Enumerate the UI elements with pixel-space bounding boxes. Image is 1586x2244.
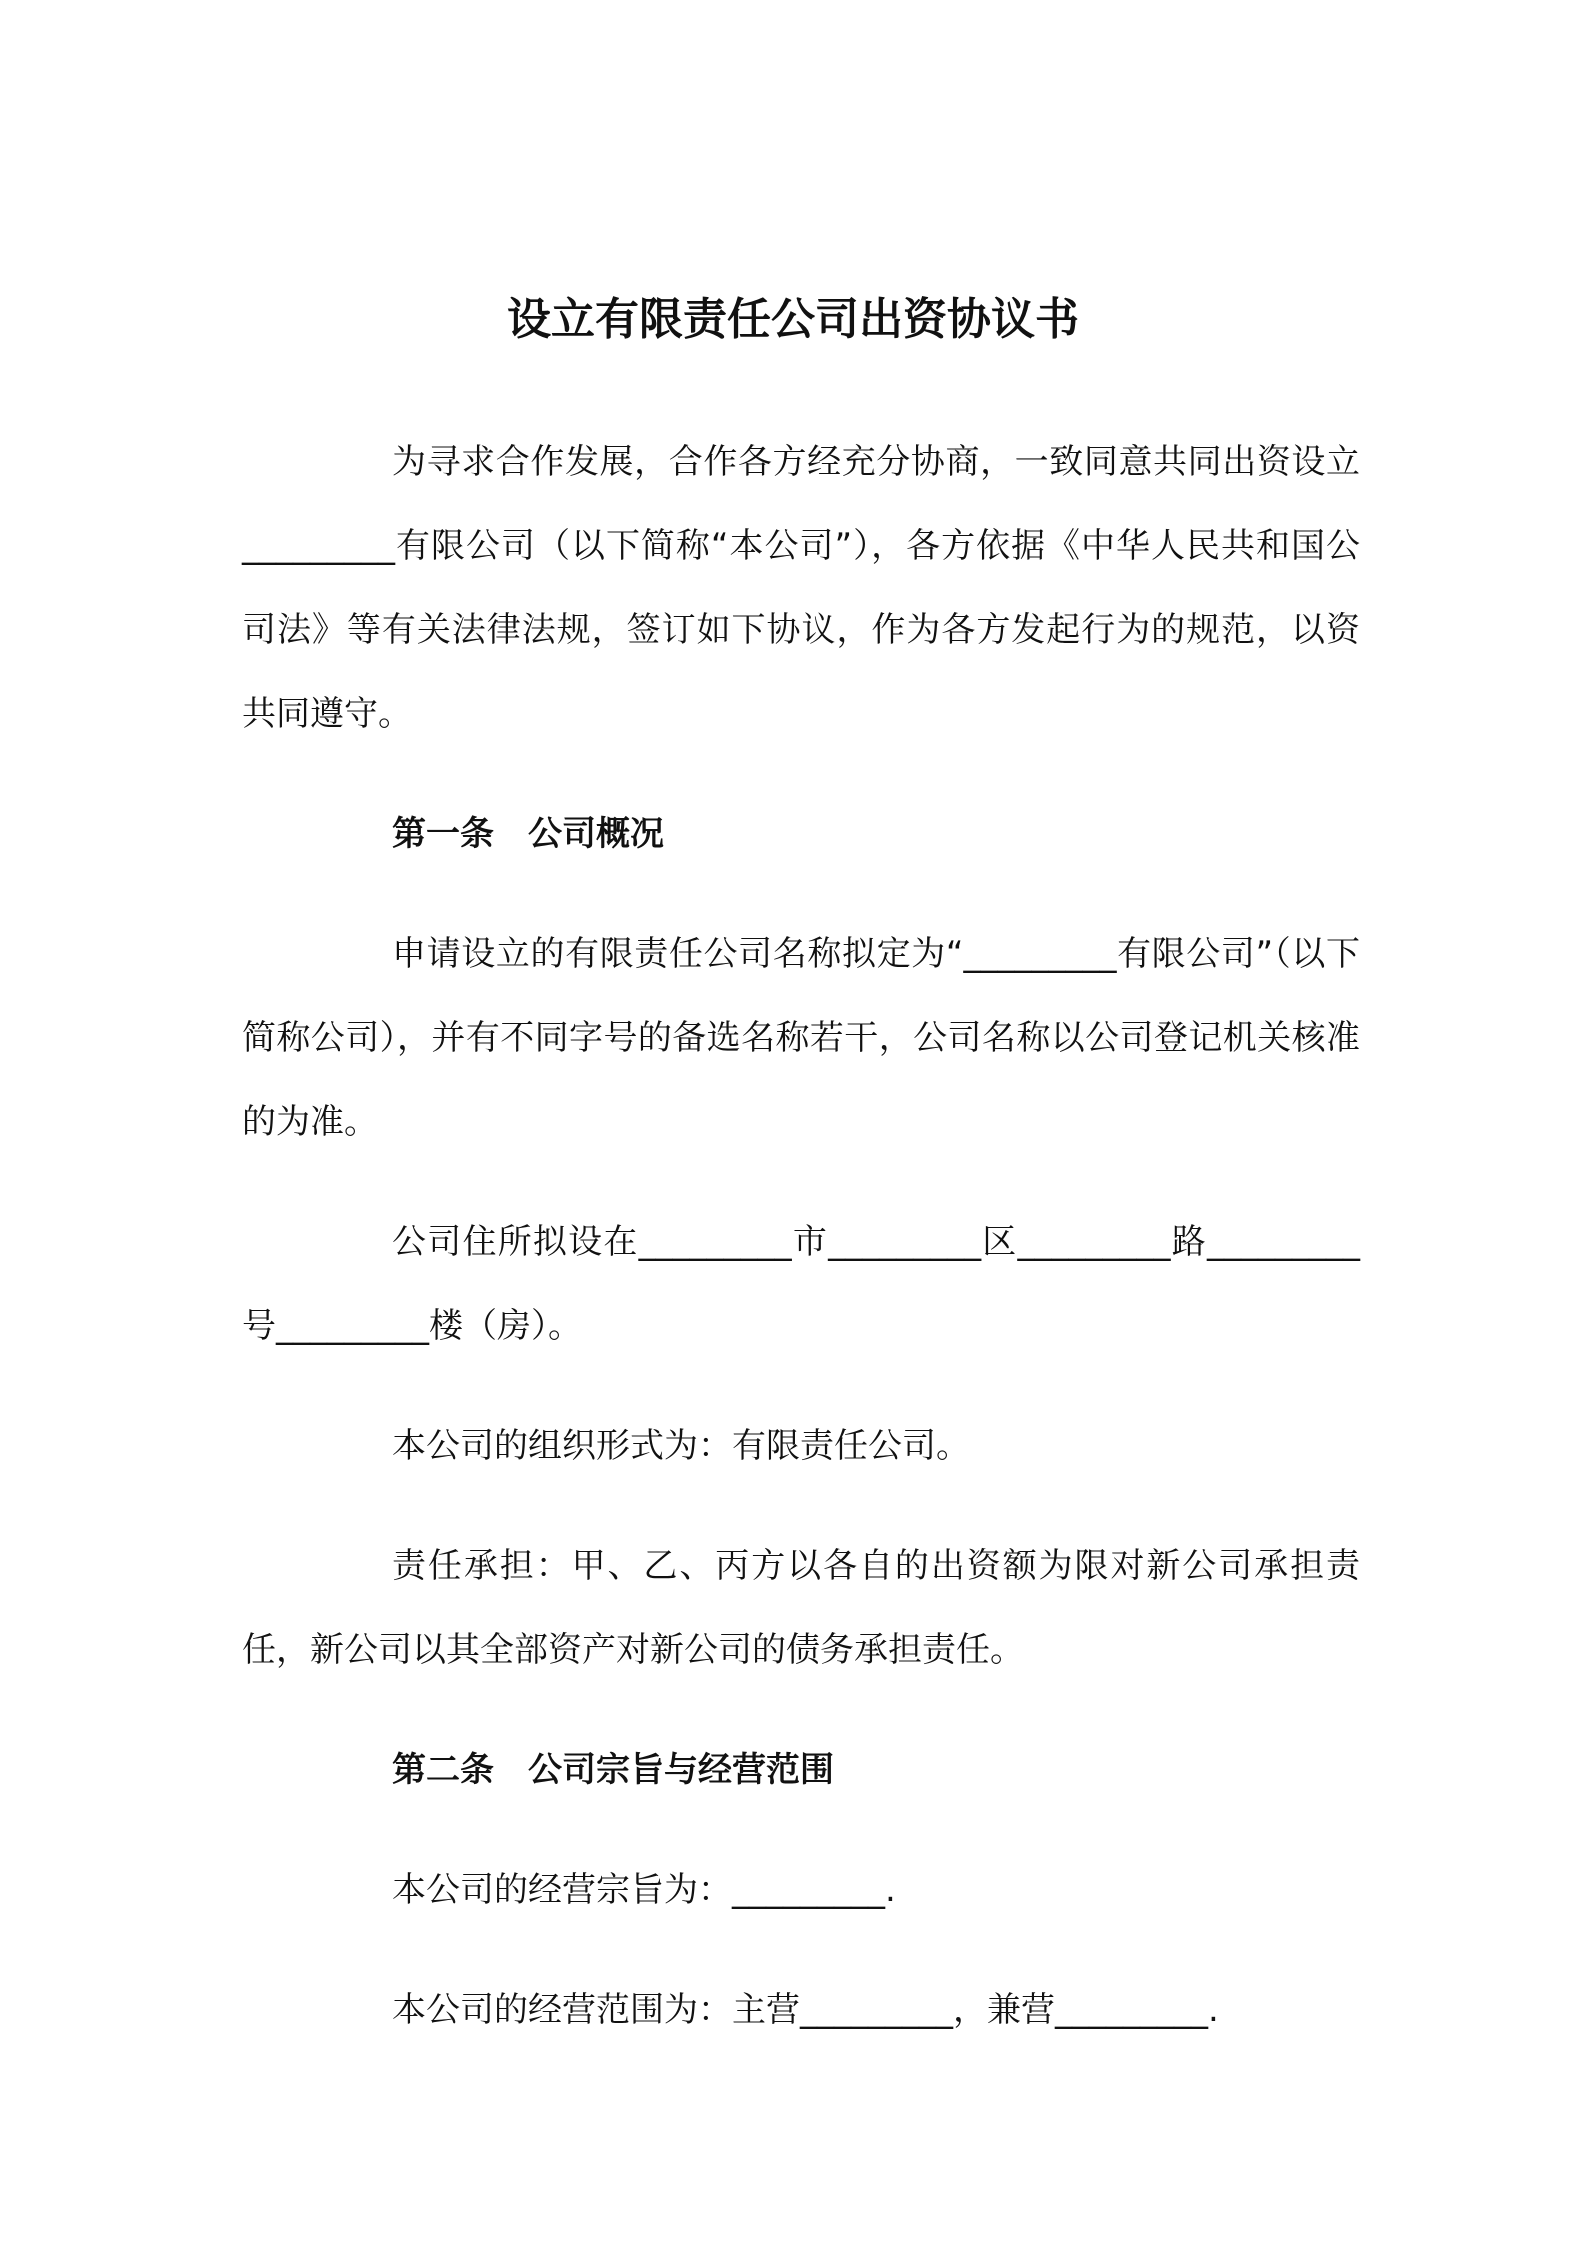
article-1-heading: 第一条 公司概况 — [392, 814, 664, 854]
document-body — [242, 420, 1360, 2052]
article-1-paragraph-1: 申请设立的有限责任公司名称拟定为“_________有限公司”（以下简称公司），并有不同字号的备选名称若干，公司名称以公司登记机关核准的为准。 — [242, 934, 1360, 1142]
article-1-paragraph-2: 公司住所拟设在_________市_________区_________路_________号_________楼（房）。 — [242, 1222, 1360, 1346]
article-1-paragraph-3: 本公司的组织形式为：有限责任公司。 — [392, 1426, 970, 1466]
article-2-heading: 第二条 公司宗旨与经营范围 — [392, 1750, 834, 1790]
document-title: 设立有限责任公司出资协议书 — [507, 294, 1079, 345]
intro-paragraph: 为寻求合作发展，合作各方经充分协商，一致同意共同出资设立_________有限公司（以下简称“本公司”），各方依据《中华人民共和国公司法》等有关法律法规，签订如下协议，作为各方发起行为的规范，以资共同遵守。 — [242, 442, 1360, 734]
article-1-paragraph-4: 责任承担：甲、乙、丙方以各自的出资额为限对新公司承担责任，新公司以其全部资产对新公司的债务承担责任。 — [242, 1546, 1360, 1670]
article-2-paragraph-2: 本公司的经营范围为：主营_________，兼营_________. — [392, 1990, 1219, 2030]
article-2-paragraph-1: 本公司的经营宗旨为：_________. — [392, 1870, 896, 1910]
